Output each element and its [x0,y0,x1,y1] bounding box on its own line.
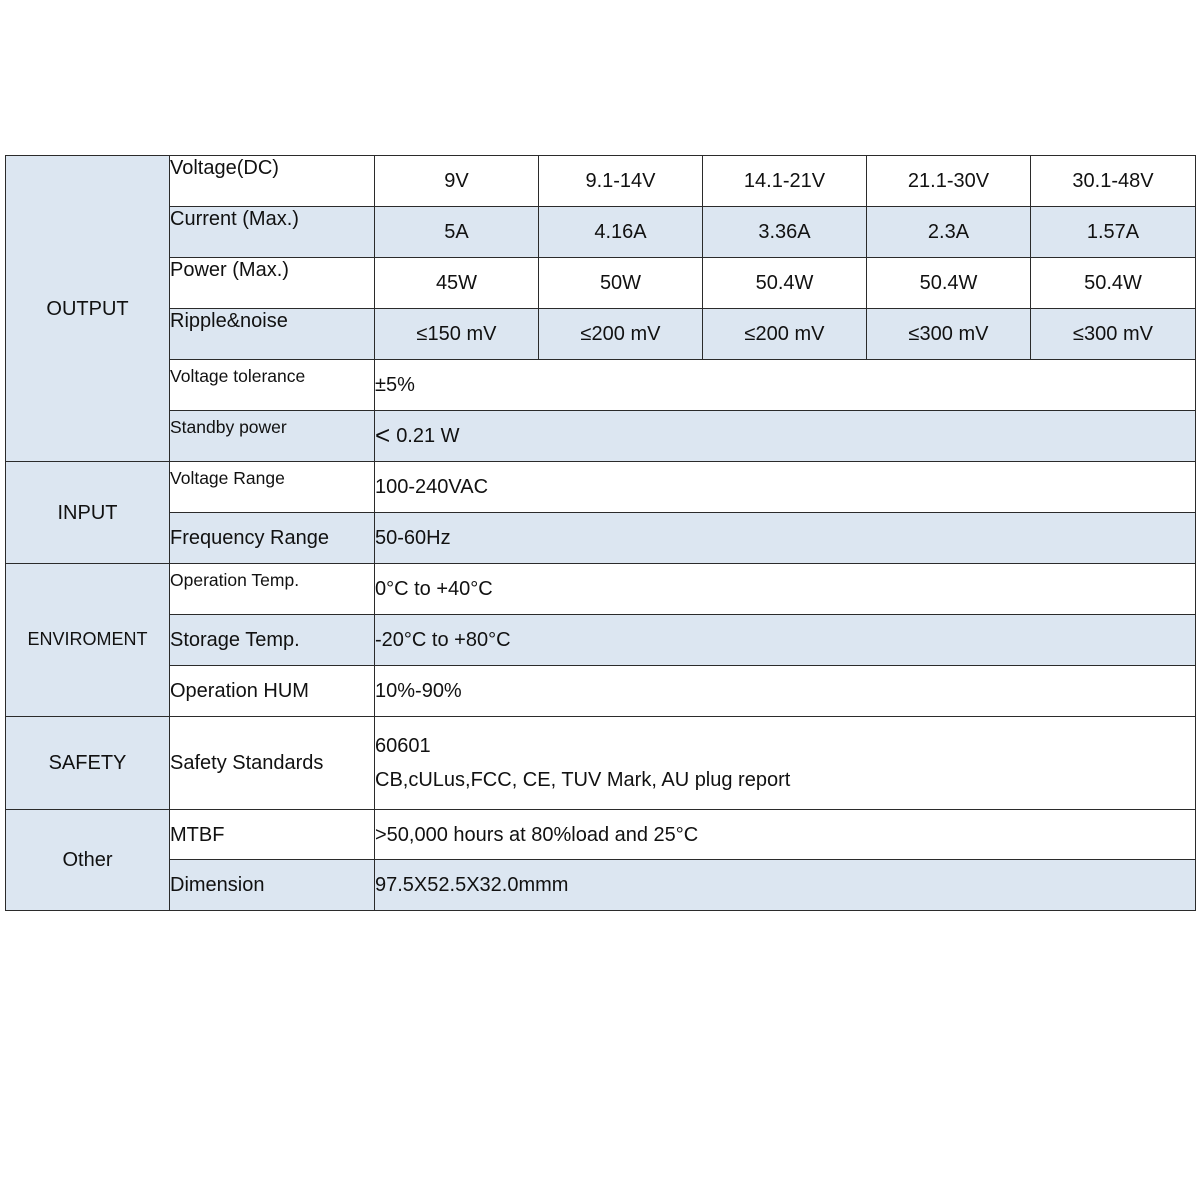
output-voltage-row [6,156,1196,207]
safety-standards-row [6,717,1196,810]
category-input: INPUT [6,462,170,564]
category-other: Other [6,810,170,911]
dimension-value: 97.5X52.5X32.0mmm [375,860,1196,911]
operation-hum-label: Operation HUM [170,666,375,717]
output-ripple-row [6,309,1196,360]
current-value: 1.57A [1031,207,1196,258]
power-value: 50W [539,258,703,309]
voltage-range-label: Voltage Range [170,462,375,513]
standby-power-value: 0.21 W [396,425,460,448]
spec-table [5,155,1196,911]
voltage-value: 21.1-30V [867,156,1031,207]
ripple-noise-label: Ripple&noise [170,309,375,360]
voltage-value: 30.1-48V [1031,156,1196,207]
voltage-value: 9V [375,156,539,207]
ripple-value: ≤300 mV [1031,309,1196,360]
ripple-value: ≤200 mV [539,309,703,360]
frequency-range-label: Frequency Range [170,513,375,564]
output-power-row [6,258,1196,309]
power-value: 50.4W [867,258,1031,309]
current-value: 4.16A [539,207,703,258]
safety-standards-value [375,717,1196,810]
output-tolerance-row [6,360,1196,411]
mtbf-value: >50,000 hours at 80%load and 25°C [375,810,1196,860]
env-operation-hum-row [6,666,1196,717]
input-frequency-row [6,513,1196,564]
operation-temp-label: Operation Temp. [170,564,375,615]
voltage-tolerance-label: Voltage tolerance [170,360,375,411]
category-output: OUTPUT [6,156,170,462]
dimension-label: Dimension [170,860,375,911]
safety-standards-label: Safety Standards [170,717,375,810]
standby-power-cell [375,411,1196,462]
env-operation-temp-row [6,564,1196,615]
other-mtbf-row [6,810,1196,860]
category-environment: ENVIROMENT [6,564,170,717]
operation-hum-value: 10%-90% [375,666,1196,717]
frequency-range-value: 50-60Hz [375,513,1196,564]
ripple-value: ≤150 mV [375,309,539,360]
input-voltage-row [6,462,1196,513]
storage-temp-label: Storage Temp. [170,615,375,666]
output-standby-row [6,411,1196,462]
operation-temp-value: 0°C to +40°C [375,564,1196,615]
voltage-range-value: 100-240VAC [375,462,1196,513]
current-value: 3.36A [703,207,867,258]
other-dimension-row [6,860,1196,911]
power-label: Power (Max.) [170,258,375,309]
voltage-dc-label: Voltage(DC) [170,156,375,207]
safety-standard-line: 60601 [375,735,431,757]
less-than-symbol: < [375,420,391,451]
current-label: Current (Max.) [170,207,375,258]
power-value: 50.4W [703,258,867,309]
env-storage-temp-row [6,615,1196,666]
output-current-row [6,207,1196,258]
current-value: 2.3A [867,207,1031,258]
standby-power-label: Standby power [170,411,375,462]
power-value: 50.4W [1031,258,1196,309]
mtbf-label: MTBF [170,810,375,860]
power-value: 45W [375,258,539,309]
ripple-value: ≤200 mV [703,309,867,360]
voltage-value: 9.1-14V [539,156,703,207]
current-value: 5A [375,207,539,258]
storage-temp-value: -20°C to +80°C [375,615,1196,666]
category-safety: SAFETY [6,717,170,810]
safety-standard-line: CB,cULus,FCC, CE, TUV Mark, AU plug report [375,769,791,791]
voltage-value: 14.1-21V [703,156,867,207]
voltage-tolerance-value: ±5% [375,360,1196,411]
ripple-value: ≤300 mV [867,309,1031,360]
